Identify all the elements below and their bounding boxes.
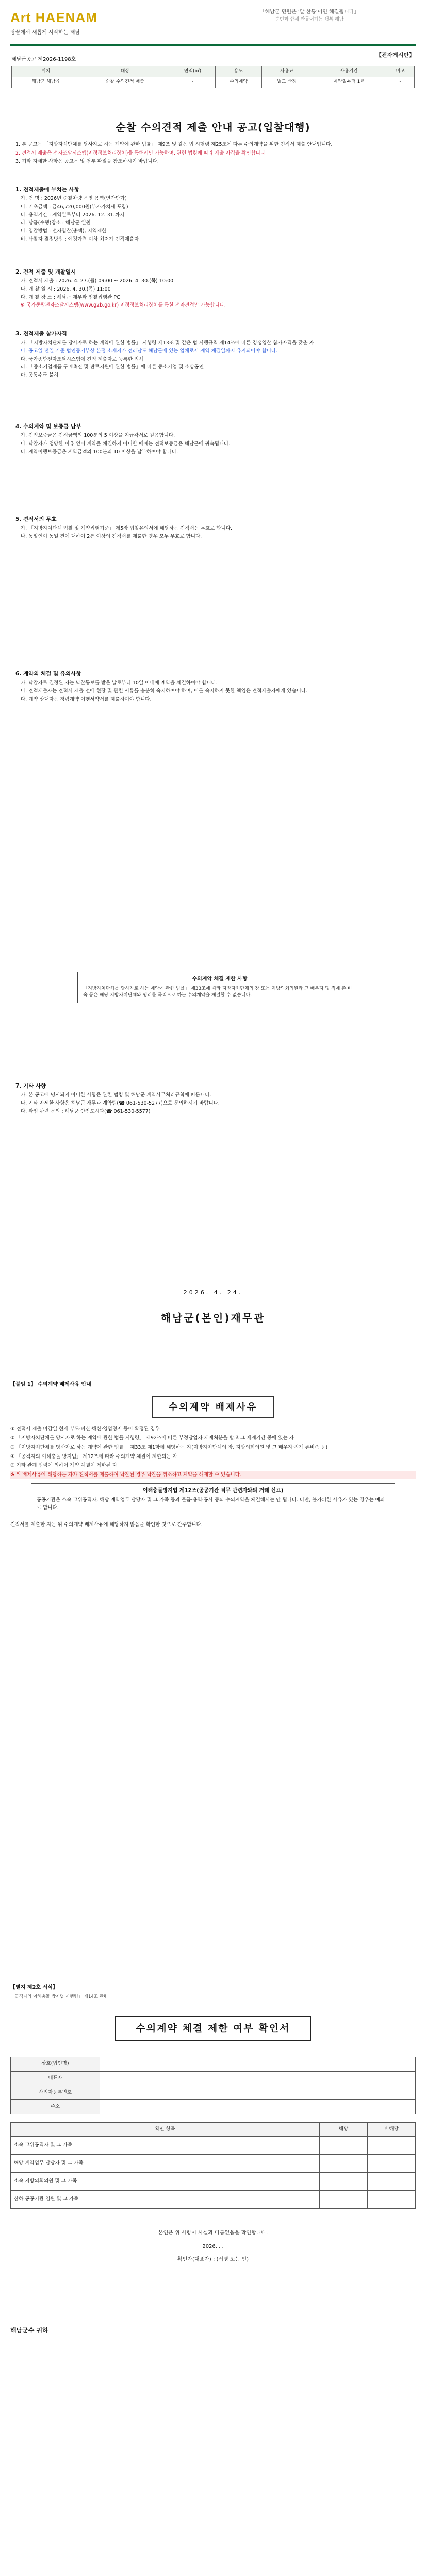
- document-tag: 【전자게시판】: [375, 52, 415, 58]
- slogan: [222, 8, 397, 23]
- field-label: 상호(법인명): [11, 2057, 100, 2072]
- business-number-field[interactable]: [100, 2086, 416, 2100]
- field-label: 대표자: [11, 2071, 100, 2086]
- box-title: 이해충돌방지법 제12조(공공기관 직무 관련자와의 거래 신고): [142, 1487, 284, 1494]
- section-line: 바. 낙찰자 결정방법 : 예정가격 이하 최저가 견적제출자: [21, 236, 139, 242]
- section-line: 가. 건 명 : 2026년 순찰차량 운영 용역(연간단가): [21, 196, 127, 202]
- attachment-exclusion-page: [10, 1381, 416, 1530]
- page-title: 순찰 수의견적 제출 안내 공고(입찰대행): [116, 121, 310, 133]
- form-title: 수의계약 체결 제한 여부 확인서: [115, 2016, 311, 2041]
- table-row: [11, 2071, 416, 2086]
- section-6: [15, 670, 411, 704]
- info-header-cell: 위치: [12, 66, 80, 77]
- check-table-header: [11, 2122, 416, 2137]
- section-line: 다. 국가종합전자조달시스템에 견적 제출자로 등록한 업체: [21, 356, 144, 362]
- logo-subtitle: 땅끝에서 새롭게 시작하는 해남: [10, 30, 80, 36]
- form-legal-note: 「공직자의 이해충돌 방지법 시행령」 제14조 관련: [10, 1994, 108, 1999]
- info-cell: 별도 산정: [262, 77, 312, 88]
- field-label: 주소: [11, 2100, 100, 2114]
- not-applicable-checkbox[interactable]: [368, 2173, 416, 2191]
- box-text: 공공기관은 소속 고위공직자, 해당 계약업무 담당자 및 그 가족 등과 물품·용역·공사 등의 수의계약을 체결해서는 안 됩니다. 다만, 불가피한 사유가 있는 경우는 예외로 합니다.: [37, 1497, 385, 1511]
- intro-paragraph: 3. 기타 자세한 사항은 공고문 및 첨부 파일을 참조하시기 바랍니다.: [15, 159, 159, 165]
- section-line: 나. 동일인이 동일 건에 대하여 2통 이상의 견적서를 제출한 경우 모두 무효로 합니다.: [21, 533, 202, 539]
- table-row: [11, 2155, 416, 2173]
- table-row: [11, 2086, 416, 2100]
- info-header-cell: 사용기간: [312, 66, 386, 77]
- notice-number: 해남군공고 제2026-1198호: [11, 57, 76, 62]
- info-cell: 해남군 해남읍: [12, 77, 80, 88]
- section-4: [15, 422, 411, 456]
- section-heading: 4. 수의계약 및 보증금 납부: [15, 423, 81, 430]
- section-line: 라. 납품(수행)장소 : 해남군 일원: [21, 220, 91, 226]
- section-line: 가. 견적보증금은 견적금액의 100분의 5 이상을 지급각서로 갈음합니다.: [21, 433, 175, 439]
- not-applicable-checkbox[interactable]: [368, 2155, 416, 2173]
- clause-paragraph: ③ 「지방자치단체를 당사자로 하는 계약에 관한 법률」 제33조 제1항에 해당하는 자(지방자치단체의 장, 지방의회의원 및 그 배우자·직계 존비속 등): [10, 1444, 328, 1450]
- section-line: 다. 과업 관련 문의 : 해남군 안전도시과(☎ 061-530-5577): [21, 1108, 151, 1114]
- section-line: 나. 개 찰 일 시 : 2026. 4. 30.(목) 11:00: [21, 286, 111, 292]
- info-cell: -: [386, 77, 415, 88]
- section-line: ※ 국가종합전자조달시스템(www.g2b.go.kr) 지정정보처리장치를 통한 전자견적만 가능합니다.: [21, 302, 226, 309]
- not-applicable-checkbox[interactable]: [368, 2137, 416, 2155]
- section-line: 다. 계약 상대자는 청렴계약 이행서약서를 제출하여야 합니다.: [21, 696, 152, 702]
- haenam-logo: [10, 7, 129, 43]
- form-recipient: 해남군수 귀하: [10, 2326, 48, 2334]
- info-cell: 수의계약: [215, 77, 262, 88]
- clause-paragraph: ② 「지방자치단체를 당사자로 하는 계약에 관한 법률 시행령」 제92조에 따른 부정당업자 제재처분을 받고 그 제재기간 중에 있는 자: [10, 1435, 294, 1442]
- header-rule: [10, 44, 416, 46]
- not-applicable-checkbox[interactable]: [368, 2191, 416, 2209]
- check-item: 소속 고위공직자 및 그 가족: [11, 2137, 320, 2155]
- intro-paragraph: 1. 본 공고는 「지방자치단체를 당사자로 하는 계약에 관한 법률」 제9조 및 같은 법 시행령 제25조에 따른 수의계약을 위한 견적서 제출 안내입니다.: [15, 142, 333, 147]
- clause-closing: 견적서를 제출한 자는 위 수의계약 배제사유에 해당하지 않음을 확인한 것으로 간주합니다.: [10, 1521, 203, 1528]
- clause-highlight: ※ 위 배제사유에 해당하는 자가 견적서를 제출하여 낙찰된 경우 낙찰을 취소하고 계약을 해제할 수 있습니다.: [10, 1471, 416, 1479]
- clause-paragraph: ⑤ 기타 관계 법령에 의하여 계약 체결이 제한된 자: [10, 1463, 118, 1469]
- conflict-of-interest-box: [31, 1483, 395, 1517]
- section-line: 나. 기초금액 : 금46,720,000원(부가가치세 포함): [21, 204, 128, 210]
- info-cell: 순찰 수의견적 매출: [80, 77, 170, 88]
- table-row: [11, 2100, 416, 2114]
- section-heading: 3. 견적제출 참가자격: [15, 331, 67, 337]
- section-1: [15, 185, 411, 244]
- slogan-text: 「해남군 민원은 '말 한통'이면 해결됩니다」: [259, 9, 359, 15]
- field-label: 사업자등록번호: [11, 2086, 100, 2100]
- clause-paragraph: ① 견적서 제출 마감일 현재 부도·파산·해산·영업정지 등이 확정된 경우: [10, 1426, 160, 1432]
- section-line: 가. 견적서 제출 : 2026. 4. 27.(월) 09:00 ~ 2026. 4. 30.(목) 10:00: [21, 278, 174, 284]
- notice-date: 2026. 4. 24.: [183, 1289, 243, 1296]
- section-7: [15, 1082, 411, 1116]
- table-row: [11, 2137, 416, 2155]
- section-3: [15, 330, 411, 380]
- section-line: 나. 낙찰자가 정당한 이유 없이 계약을 체결하지 아니할 때에는 견적보증금은 해남군에 귀속됩니다.: [21, 440, 231, 447]
- section-line: 마. 공동수급 불허: [21, 372, 59, 379]
- check-item: 해당 계약업무 담당자 및 그 가족: [11, 2155, 320, 2173]
- company-name-field[interactable]: [100, 2057, 416, 2072]
- section-5: [15, 515, 411, 541]
- address-field[interactable]: [100, 2100, 416, 2114]
- intro-paragraph: 2. 견적서 제출은 전자조달시스템(지정정보처리장치)을 통해서만 가능하며, 관련 법령에 따라 제출 자격을 확인합니다.: [15, 150, 267, 156]
- section-line: 다. 개 찰 장 소 : 해남군 재무과 입찰집행관 PC: [21, 294, 120, 300]
- issuer-name: 해남군(본인)재무관: [160, 1312, 266, 1325]
- info-header-cell: 비고: [386, 66, 415, 77]
- clause-paragraph: ④ 「공직자의 이해충돌 방지법」 제12조에 따라 수의계약 체결이 제한되는 자: [10, 1453, 177, 1460]
- info-header-cell: 면적(㎡): [170, 66, 215, 77]
- table-row: [11, 2057, 416, 2072]
- intro: [15, 141, 411, 167]
- applicant-table: [10, 2057, 416, 2114]
- info-cell: 계약일부터 1년: [312, 77, 386, 88]
- logo-mark: Art HAENAM: [10, 10, 97, 25]
- form-signature-area: [10, 2229, 416, 2264]
- section-heading: 1. 견적제출에 부치는 사항: [15, 187, 79, 193]
- section-line: 가. 본 공고에 명시되지 아니한 사항은 관련 법령 및 해남군 계약사무처리규칙에 따릅니다.: [21, 1092, 211, 1098]
- section-heading: 5. 견적서의 무효: [15, 516, 57, 522]
- section-line: 가. 「지방자치단체를 당사자로 하는 계약에 관한 법률」 시행령 제13조 및 같은 법 시행규칙 제14조에 따른 경쟁입찰 참가자격을 갖춘 자: [21, 340, 314, 346]
- section-line: 나. 견적제출자는 견적서 제출 전에 현장 및 관련 서류를 충분히 숙지하여야 하며, 이를 숙지하지 못한 책임은 견적제출자에게 있습니다.: [21, 688, 307, 694]
- table-row: [11, 2191, 416, 2209]
- section-line: 라. 「중소기업제품 구매촉진 및 판로지원에 관한 법률」에 따른 중소기업 및 소상공인: [21, 364, 204, 370]
- section-2: [15, 268, 411, 310]
- info-cell: -: [170, 77, 215, 88]
- applicable-checkbox[interactable]: [320, 2137, 368, 2155]
- confirmation-form-page: [10, 1984, 416, 2335]
- restriction-note-box: [77, 972, 362, 1003]
- form-statement: 본인은 위 사항이 사실과 다름없음을 확인합니다.: [158, 2230, 268, 2236]
- check-item: 소속 지방의회의원 및 그 가족: [11, 2173, 320, 2191]
- section-heading: 2. 견적 제출 및 개찰일시: [15, 269, 76, 275]
- section-line: 가. 「지방자치단체 입찰 및 계약집행기준」 제5장 입찰유의서에 해당하는 견적서는 무효로 합니다.: [21, 526, 233, 532]
- letterhead: [0, 0, 426, 62]
- representative-field[interactable]: [100, 2071, 416, 2086]
- attachment-title: 수의계약 배제사유: [152, 1396, 274, 1419]
- applicable-checkbox[interactable]: [320, 2155, 368, 2173]
- info-header-cell: 대상: [80, 66, 170, 77]
- section-line: 나. 공고일 전일 기준 법인등기부상 본점 소재지가 전라남도 해남군에 있는 업체로서 계약 체결일까지 유지되어야 합니다.: [21, 348, 277, 354]
- note-box-title: 수의계약 체결 제한 사항: [192, 976, 248, 982]
- section-line: 마. 입찰방법 : 전자입찰(총액), 지역제한: [21, 228, 107, 234]
- applicable-checkbox[interactable]: [320, 2173, 368, 2191]
- check-header-cell: 확인 항목: [11, 2122, 320, 2137]
- check-header-cell: 비해당: [368, 2122, 416, 2137]
- info-table-header: [12, 66, 415, 77]
- section-line: 다. 계약이행보증금은 계약금액의 100분의 10 이상을 납부하여야 합니다.: [21, 449, 178, 455]
- section-line: 나. 기타 자세한 사항은 해남군 재무과 계약팀(☎ 061-530-5277)으로 문의하시기 바랍니다.: [21, 1100, 220, 1106]
- attachment-tag: 【붙임 1】 수의계약 배제사유 안내: [10, 1382, 91, 1387]
- section-heading: 7. 기타 사항: [15, 1083, 46, 1089]
- signature-block: [0, 1288, 426, 1326]
- note-box-text: 「지방자치단체를 당사자로 하는 계약에 관한 법률」 제33조에 따라 지방자치단체의 장 또는 지방의회의원과 그 배우자 및 직계 존·비속 등은 해당 지방자치단체와 영리를 목적으로 하는 수의계약을 체결할 수 없습니다.: [83, 986, 352, 998]
- form-date: 2026. . .: [202, 2243, 224, 2249]
- form-signer: 확인자(대표자) : (서명 또는 인): [177, 2257, 249, 2263]
- table-row: [12, 77, 415, 88]
- section-line: 가. 낙찰자로 결정된 자는 낙찰통보를 받은 날로부터 10일 이내에 계약을 체결하여야 합니다.: [21, 680, 218, 686]
- form-tag: 【별지 제2호 서식】: [10, 1985, 58, 1990]
- info-header-cell: 용도: [215, 66, 262, 77]
- info-header-cell: 사용료: [262, 66, 312, 77]
- section-line: 다. 용역기간 : 계약일로부터 2026. 12. 31.까지: [21, 212, 125, 218]
- section-heading: 6. 계약의 체결 및 유의사항: [15, 671, 81, 677]
- applicable-checkbox[interactable]: [320, 2191, 368, 2209]
- table-row: [11, 2173, 416, 2191]
- info-table: [11, 66, 415, 88]
- check-table: [10, 2122, 416, 2209]
- check-item: 산하 공공기관 임원 및 그 가족: [11, 2191, 320, 2209]
- slogan-subtext: 군민과 함께 만들어가는 행복 해남: [275, 16, 344, 22]
- check-header-cell: 해당: [320, 2122, 368, 2137]
